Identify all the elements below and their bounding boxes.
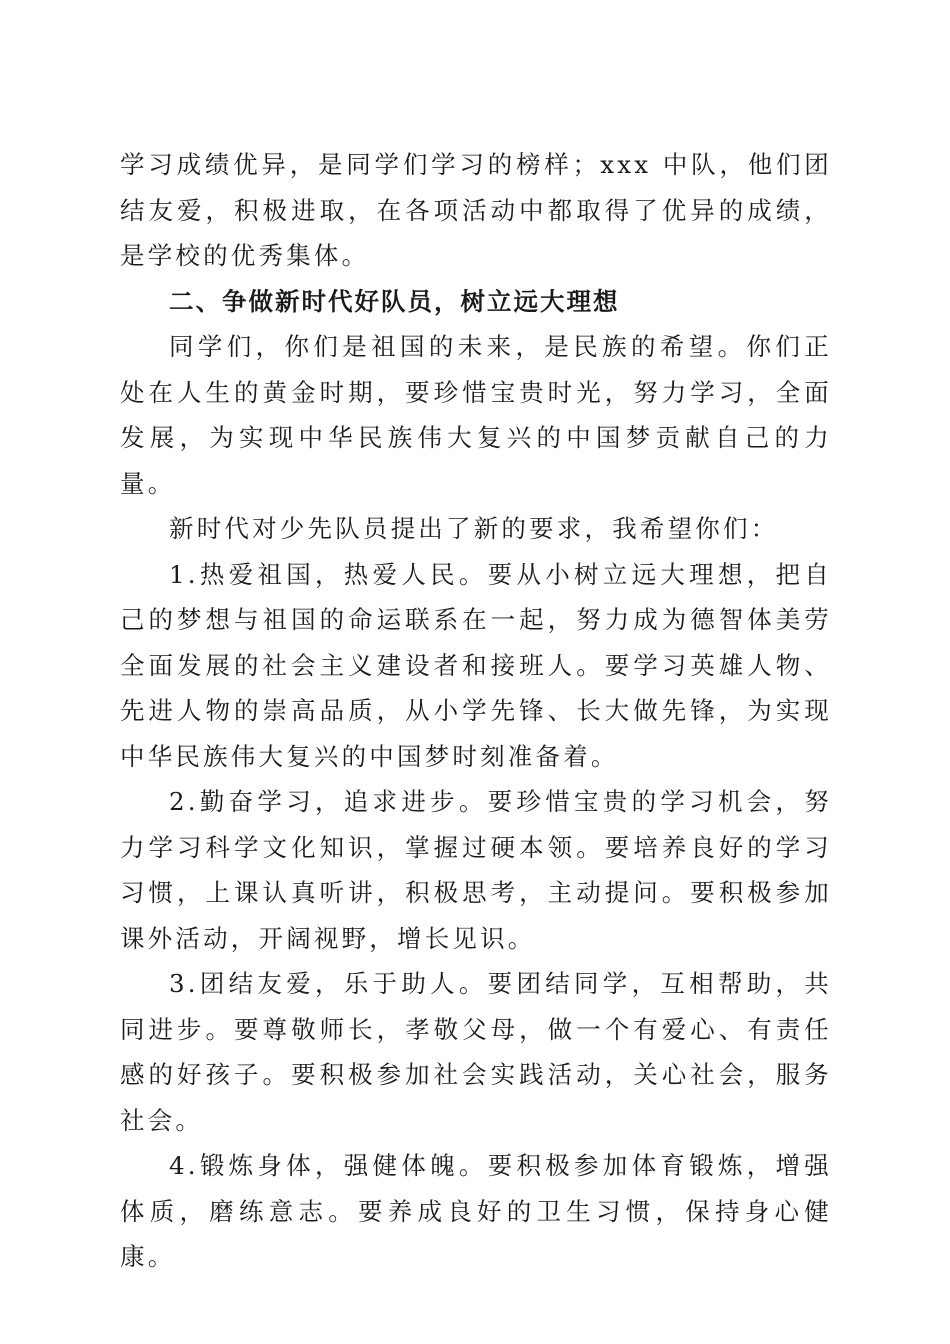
paragraph-requirements: 新时代对少先队员提出了新的要求，我希望你们： [169,514,779,543]
section-heading: 二、争做新时代好队员，树立远大理想 [169,286,620,316]
paragraph-intro: 同学们，你们是祖国的未来，是民族的希望。你们正处在人生的黄金时期，要珍惜宝贵时光，努力学习，全面发展，为实现中华民族伟大复兴的中国梦贡献自己的力量。 [120,332,832,498]
list-item-2: 2.勤奋学习，追求进步。要珍惜宝贵的学习机会，努力学习科学文化知识，掌握过硬本领。要培养良好的学习习惯，上课认真听讲，积极思考，主动提问。要积极参加课外活动，开阔视野，增长见识。 [120,787,832,953]
list-item-3: 3.团结友爱，乐于助人。要团结同学，互相帮助，共同进步。要尊敬师长，孝敬父母，做一个有爱心、有责任感的好孩子。要积极参加社会实践活动，关心社会，服务社会。 [120,969,832,1135]
paragraph-continued: 学习成绩优异，是同学们学习的榜样；xxx 中队，他们团结友爱，积极进取，在各项活动中都取得了优异的成绩，是学校的优秀集体。 [120,150,832,270]
document-body [120,142,832,1280]
list-item-4: 4.锻炼身体，强健体魄。要积极参加体育锻炼，增强体质，磨练意志。要养成良好的卫生习惯，保持身心健康。 [120,1151,832,1271]
list-item-1: 1.热爱祖国，热爱人民。要从小树立远大理想，把自己的梦想与祖国的命运联系在一起，努力成为德智体美劳全面发展的社会主义建设者和接班人。要学习英雄人物、先进人物的崇高品质，从小学先锋、长大做先锋，为实现中华民族伟大复兴的中国梦时刻准备着。 [120,559,832,771]
